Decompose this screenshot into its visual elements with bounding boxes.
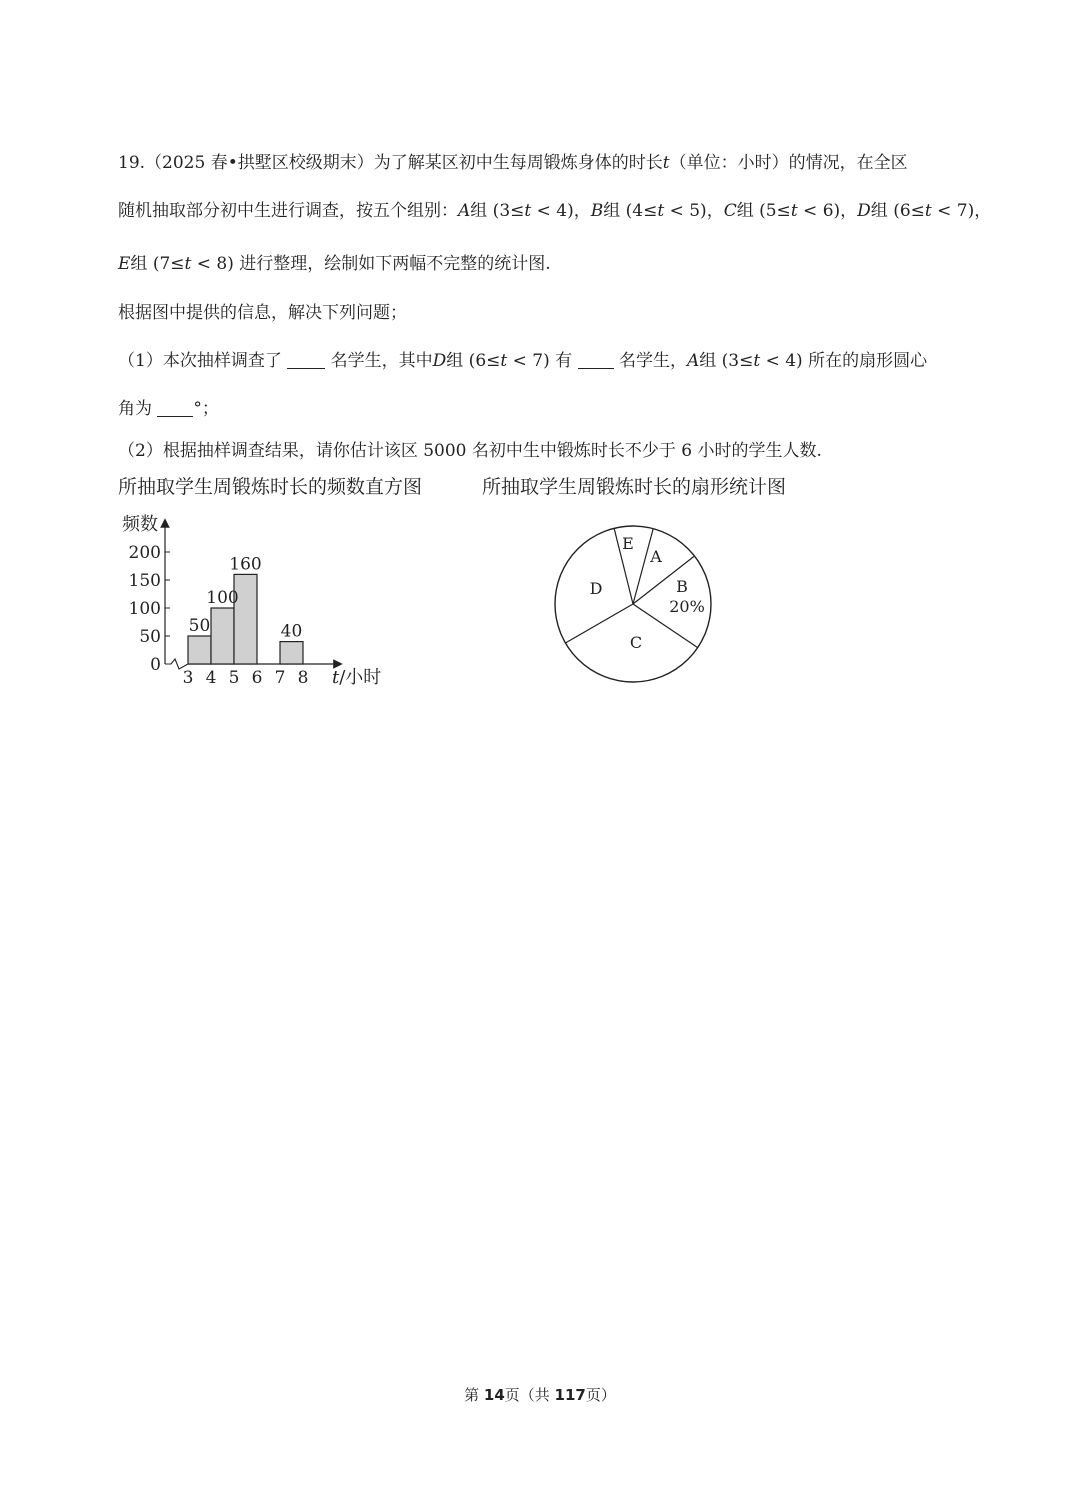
y-tick-label: 100	[128, 599, 161, 619]
pie-slice-label-B: B	[676, 577, 688, 596]
problem-line-3: E组 (7≤t < 8) 进行整理，绘制如下两幅不完整的统计图.	[118, 254, 551, 274]
answer-blank-1[interactable]	[287, 350, 325, 369]
y-tick-label: 200	[128, 543, 161, 563]
bar-value-label: 50	[188, 616, 211, 636]
question-1-cont: 角为 °；	[118, 399, 219, 419]
bar-value-label: 160	[229, 554, 262, 575]
histogram-bar-3-4	[188, 636, 211, 664]
x-tick-label: 8	[297, 668, 309, 688]
problem-line-4: 根据图中提供的信息，解决下列问题；	[118, 303, 407, 323]
y-tick-label: 50	[139, 627, 161, 647]
x-tick-label: 6	[251, 668, 263, 688]
histogram-bar-4-5	[211, 608, 234, 664]
pie-slice-label-A: A	[650, 547, 662, 566]
pie-caption: 所抽取学生周锻炼时长的扇形统计图	[482, 476, 787, 498]
x-tick-label: 3	[182, 668, 194, 688]
question-1: （1）本次抽样调查了 名学生，其中D组 (6≤t < 7) 有 名学生，A组 (3≤t < 4) 所在的扇形圆心	[118, 351, 928, 371]
x-tick-label: 7	[274, 668, 286, 688]
pie-chart	[550, 524, 715, 689]
pie-slice-label-C: C	[629, 633, 643, 652]
y-tick-label: 0	[150, 655, 161, 675]
problem-line-2: 随机抽取部分初中生进行调查，按五个组别：A组 (3≤t < 4)，B组 (4≤t < 5)，C组 (5≤t < 6)，D组 (6≤t < 7)，	[118, 201, 992, 221]
y-tick-label: 150	[128, 571, 161, 591]
x-axis-label: t/小时	[332, 667, 382, 688]
answer-blank-3[interactable]	[157, 398, 193, 417]
histogram-caption: 所抽取学生周锻炼时长的频数直方图	[118, 476, 423, 498]
histogram-bar-7-8	[280, 642, 303, 664]
x-tick-label: 5	[228, 668, 240, 688]
problem-line-1: 19.（2025 春•拱墅区校级期末）为了解某区初中生每周锻炼身体的时长t（单位：小时）的情况，在全区	[118, 153, 908, 173]
y-axis-label: 频数	[122, 514, 158, 535]
bar-value-label: 100	[206, 588, 239, 608]
page-footer: 第 14页（共 117页）	[464, 1386, 616, 1404]
bar-value-label: 40	[280, 621, 303, 642]
pie-slice-label-E: E	[622, 534, 634, 553]
pie-slice-label-D: D	[589, 579, 603, 598]
question-2: （2）根据抽样调查结果，请你估计该区 5000 名初中生中锻炼时长不少于 6 小时的学生人数.	[118, 441, 822, 461]
histogram-chart	[110, 505, 410, 695]
answer-blank-2[interactable]	[578, 350, 614, 369]
x-tick-label: 4	[205, 668, 217, 688]
pie-slice-value-B: 20%	[669, 597, 705, 616]
